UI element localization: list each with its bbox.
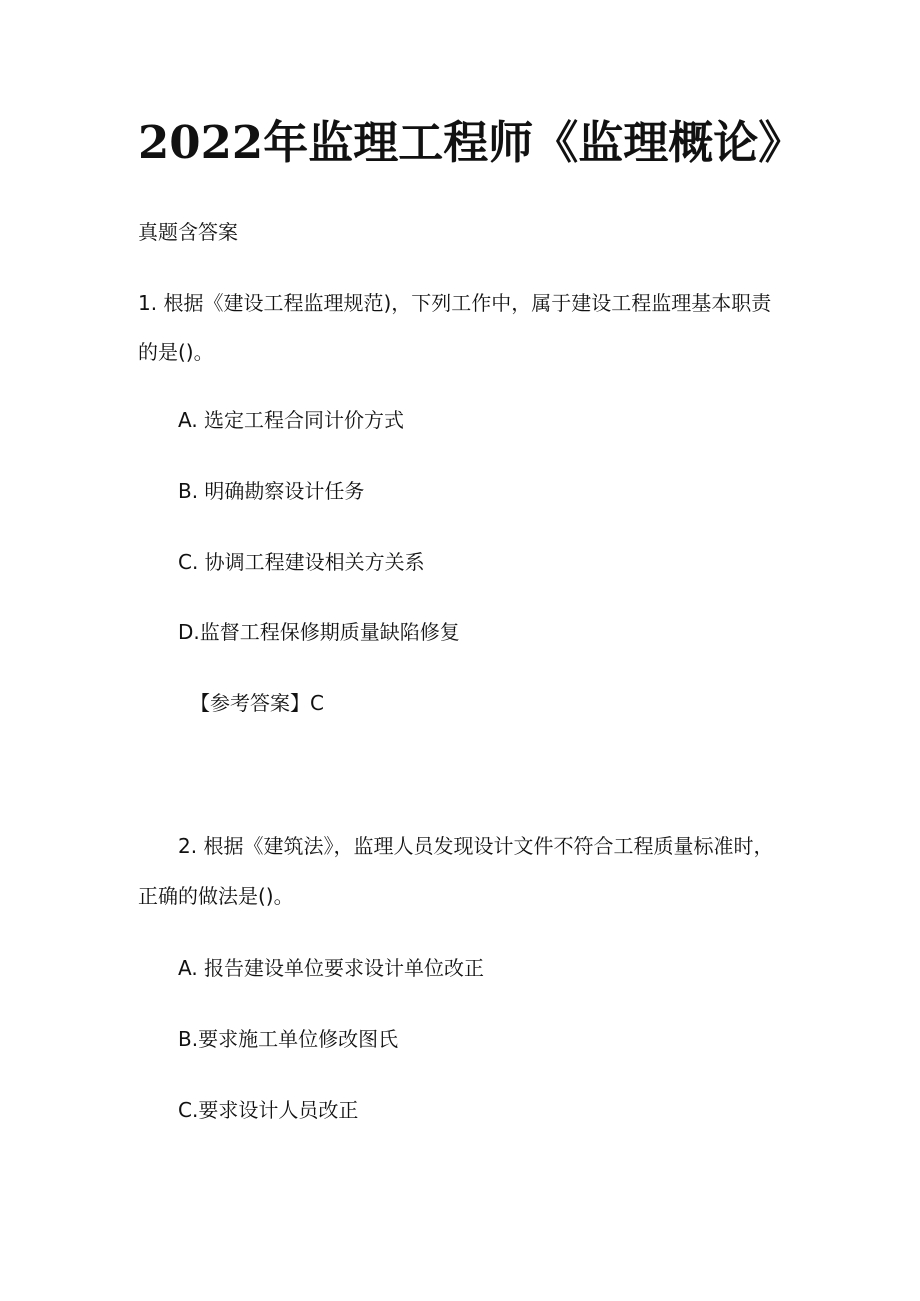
question-1-option-b: B. 明确勘察设计任务: [178, 479, 365, 503]
question-2-option-a: A. 报告建设单位要求设计单位改正: [178, 956, 485, 980]
document-subtitle: 真题含答案: [138, 220, 238, 244]
question-2-stem-line-2: 正确的做法是()。: [138, 884, 294, 908]
question-1-stem-line-2: 的是()。: [138, 340, 214, 364]
question-1-option-c: C. 协调工程建设相关方关系: [178, 550, 425, 574]
question-1-answer: 【参考答案】C: [190, 691, 324, 715]
question-1-stem-line-1: 1. 根据《建设工程监理规范)，下列工作中，属于建设工程监理基本职责: [138, 291, 772, 315]
question-1-option-d: D.监督工程保修期质量缺陷修复: [178, 620, 460, 644]
question-2-stem-line-1: 2. 根据《建筑法》，监理人员发现设计文件不符合工程质量标准时，: [178, 834, 774, 858]
question-1-option-a: A. 选定工程合同计价方式: [178, 408, 405, 432]
question-2-option-c: C.要求设计人员改正: [178, 1098, 359, 1122]
question-2-option-b: B.要求施工单位修改图氏: [178, 1027, 399, 1051]
document-title: 2022年监理工程师《监理概论》: [138, 116, 804, 169]
